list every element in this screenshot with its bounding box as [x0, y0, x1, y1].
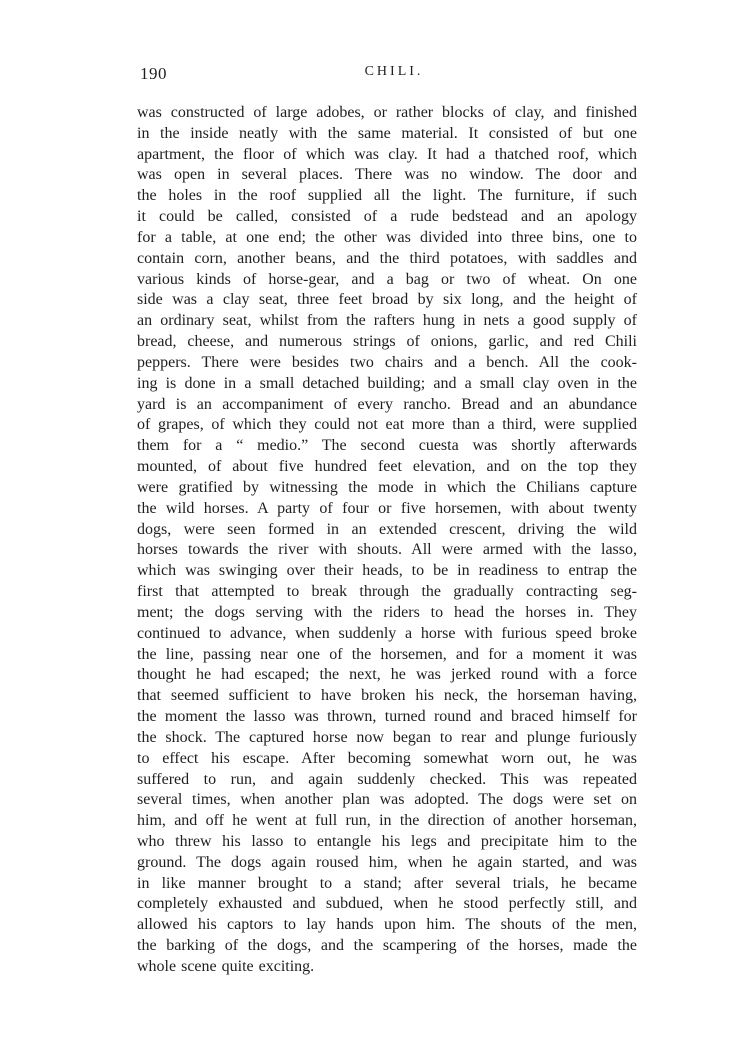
text-line: them for a “ medio.” The second cuesta was shortly afterwards — [137, 437, 637, 455]
text-line: in like manner brought to a stand; after several trials, he became — [137, 874, 637, 892]
text-line: suffered to run, and again suddenly checked. This was repeated — [137, 770, 637, 788]
text-line: the moment the lasso was thrown, turned round and braced himself for — [137, 708, 637, 726]
text-line: an ordinary seat, whilst from the rafters hung in nets a good supply of — [137, 312, 637, 330]
text-line: for a table, at one end; the other was divided into three bins, one to — [137, 228, 637, 246]
text-line: was constructed of large adobes, or rather blocks of clay, and finished — [137, 104, 637, 121]
text-line: who threw his lasso to entangle his legs and precipitate him to the — [137, 832, 637, 850]
text-line: apartment, the floor of which was clay. It had a thatched roof, which — [137, 145, 637, 163]
text-line: of grapes, of which they could not eat more than a third, were supplied — [137, 416, 637, 434]
text-line: horses towards the river with shouts. All were armed with the lasso, — [137, 541, 637, 559]
text-line: the wild horses. A party of four or five horsemen, with about twenty — [137, 499, 637, 517]
running-head — [136, 64, 638, 86]
text-line: allowed his captors to lay hands upon him. The shouts of the men, — [137, 916, 637, 934]
text-line: side was a clay seat, three feet broad by six long, and the height of — [137, 291, 637, 309]
text-line: dogs, were seen formed in an extended crescent, driving the wild — [137, 520, 637, 538]
text-line: whole scene quite exciting. — [137, 957, 315, 975]
text-line: that seemed sufficient to have broken his neck, the horseman having, — [137, 687, 637, 705]
text-line: ground. The dogs again roused him, when he again started, and was — [137, 853, 637, 871]
text-line: completely exhausted and subdued, when he stood perfectly still, and — [137, 895, 637, 913]
text-line: was open in several places. There was no window. The door and — [137, 166, 637, 184]
text-line: ing is done in a small detached building; and a small clay oven in the — [137, 374, 637, 392]
body-paragraph — [137, 103, 637, 978]
text-line: continued to advance, when suddenly a horse with furious speed broke — [137, 624, 637, 642]
text-line: him, and off he went at full run, in the direction of another horseman, — [137, 812, 637, 830]
text-line: the shock. The captured horse now began to rear and plunge furiously — [137, 728, 637, 746]
text-line: in the inside neatly with the same material. It consisted of but one — [137, 124, 637, 142]
text-line: bread, cheese, and numerous strings of onions, garlic, and red Chili — [137, 333, 637, 351]
text-line: first that attempted to break through the gradually contracting seg- — [137, 583, 637, 601]
running-title: CHILI. — [364, 64, 424, 79]
text-line: thought he had escaped; the next, he was jerked round with a force — [137, 666, 637, 684]
text-line: to effect his escape. After becoming somewhat worn out, he was — [137, 749, 637, 767]
text-line: which was swinging over their heads, to be in readiness to entrap the — [137, 562, 637, 580]
text-line: mounted, of about five hundred feet elevation, and on the top they — [137, 458, 637, 476]
text-line: contain corn, another beans, and the third potatoes, with saddles and — [137, 249, 637, 267]
text-line: ment; the dogs serving with the riders to head the horses in. They — [137, 603, 637, 621]
text-line: the barking of the dogs, and the scampering of the horses, made the — [137, 937, 637, 955]
text-line: various kinds of horse-gear, and a bag or two of wheat. On one — [137, 270, 637, 288]
text-line: peppers. There were besides two chairs and a bench. All the cook- — [137, 353, 637, 371]
text-line: yard is an accompaniment of every rancho. Bread and an abundance — [137, 395, 637, 413]
text-line: several times, when another plan was adopted. The dogs were set on — [137, 791, 637, 809]
text-line: were gratified by witnessing the mode in which the Chilians capture — [137, 478, 637, 496]
page-number: 190 — [140, 64, 167, 83]
text-line: the holes in the roof supplied all the light. The furniture, if such — [137, 187, 637, 205]
text-line: the line, passing near one of the horsemen, and for a moment it was — [137, 645, 637, 663]
text-line: it could be called, consisted of a rude bedstead and an apology — [137, 208, 637, 226]
